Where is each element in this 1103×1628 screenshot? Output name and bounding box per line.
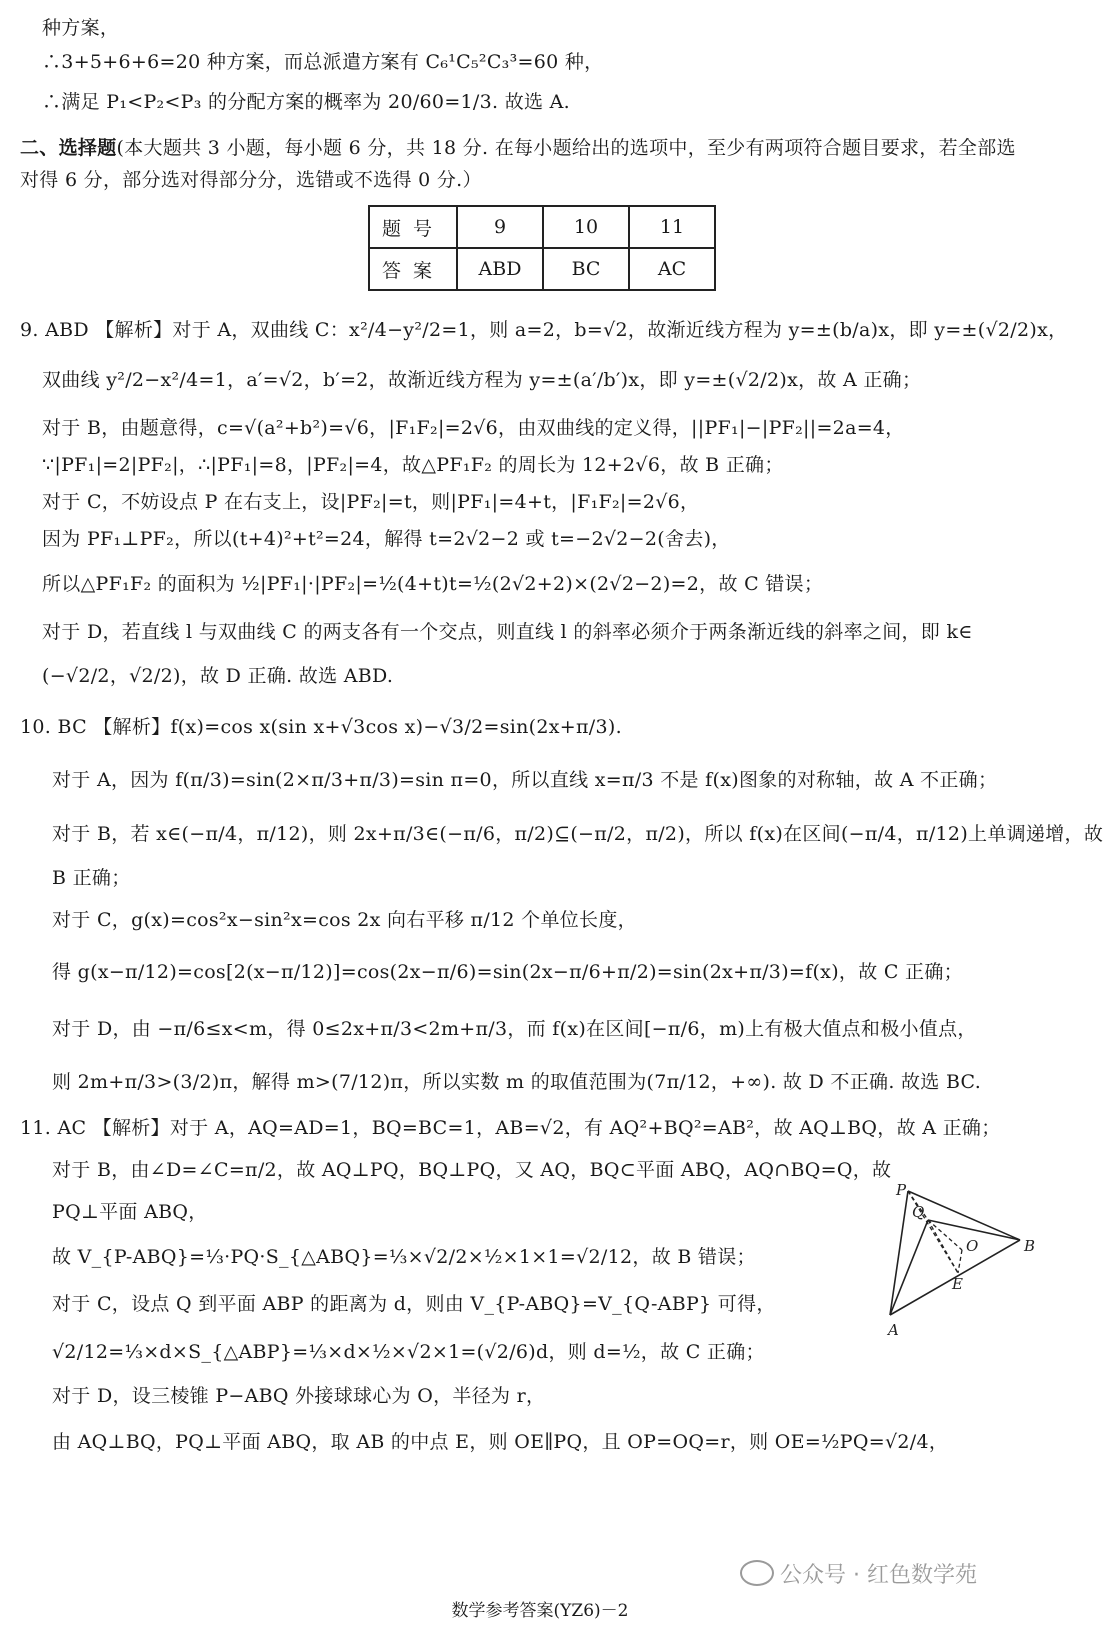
table-row-label: 题号 [369, 206, 457, 248]
text-line: 由 AQ⊥BQ，PQ⊥平面 ABQ，取 AB 的中点 E，则 OE∥PQ，且 OP=OQ=r，则 OE=½PQ=√2/4， [52, 1431, 949, 1453]
text-line: 对于 C，设点 Q 到平面 ABP 的距离为 d，则由 V_{P-ABQ}=V_{Q-ABP} 可得， [52, 1293, 776, 1315]
text-line: B 正确； [52, 867, 131, 889]
text-line: 对得 6 分，部分选对得部分分，选错或不选得 0 分.） [20, 169, 482, 191]
section-heading [20, 136, 1016, 160]
text-line: 对于 B，若 x∈(−π/4，π/12)，则 2x+π/3∈(−π/6，π/2)⊆(−π/2，π/2)，所以 f(x)在区间(−π/4，π/12)上单调递增，故 [52, 823, 1103, 845]
text-line: 11. AC 【解析】对于 A，AQ=AD=1，BQ=BC=1，AB=√2，有 AQ²+BQ²=AB²，故 AQ⊥BQ，故 A 正确； [20, 1117, 1001, 1139]
text-line: 9. ABD 【解析】对于 A，双曲线 C：x²/4−y²/2=1，则 a=2，b=√2，故渐近线方程为 y=±(b/a)x，即 y=±(√2/2)x， [20, 319, 1068, 341]
text-line: 对于 C，g(x)=cos²x−sin²x=cos 2x 向右平移 π/12 个单位长度， [52, 909, 637, 931]
text-line: 10. BC 【解析】f(x)=cos x(sin x+√3cos x)−√3/2=sin(2x+π/3). [20, 716, 622, 738]
point-label-E: E [952, 1275, 963, 1293]
text-line: 则 2m+π/3>(3/2)π，解得 m>(7/12)π，所以实数 m 的取值范围为(7π/12，+∞). 故 D 不正确. 故选 BC. [52, 1071, 982, 1093]
watermark [740, 1558, 977, 1589]
text-line: 故 V_{P-ABQ}=⅓·PQ·S_{△ABQ}=⅓×√2/2×½×1×1=√2/12，故 B 错误； [52, 1246, 756, 1268]
text-line: 得 g(x−π/12)=cos[2(x−π/12)]=cos(2x−π/6)=sin(2x−π/6+π/2)=sin(2x+π/3)=f(x)，故 C 正确； [52, 961, 963, 983]
page-footer: 数学参考答案(YZ6)－2 [451, 1601, 629, 1621]
table-row [369, 206, 715, 248]
table-cell: AC [629, 248, 715, 290]
point-label-Q: Q [912, 1203, 925, 1221]
point-label-P: P [896, 1181, 907, 1199]
table-cell: ABD [457, 248, 543, 290]
text-line: 对于 B，由∠D=∠C=π/2，故 AQ⊥PQ，BQ⊥PQ，又 AQ，BQ⊂平面 ABQ，AQ∩BQ=Q，故 [52, 1159, 892, 1181]
table-cell: 10 [543, 206, 629, 248]
text-line: ∴满足 P₁<P₂<P₃ 的分配方案的概率为 20/60=1/3. 故选 A. [42, 91, 570, 113]
table-cell: 11 [629, 206, 715, 248]
edge-OE [958, 1250, 962, 1273]
text-line: √2/12=⅓×d×S_{△ABP}=⅓×d×½×√2×1=(√2/6)d，则 d=½，故 C 正确； [52, 1341, 765, 1363]
table-cell: BC [543, 248, 629, 290]
edge-QE [928, 1220, 958, 1273]
watermark-text: 公众号 · 红色数学苑 [780, 1563, 977, 1588]
text-line: 对于 D，若直线 l 与双曲线 C 的两支各有一个交点，则直线 l 的斜率必须介于两条渐近线的斜率之间，即 k∈ [42, 621, 973, 643]
point-label-B: B [1024, 1237, 1036, 1255]
text-line: PQ⊥平面 ABQ， [52, 1201, 208, 1223]
text-line: 对于 D，设三棱锥 P−ABQ 外接球球心为 O，半径为 r， [52, 1385, 546, 1407]
text-line: 种方案， [42, 17, 120, 39]
table-row [369, 248, 715, 290]
text-line: 对于 A，因为 f(π/3)=sin(2×π/3+π/3)=sin π=0，所以直线 x=π/3 不是 f(x)图象的对称轴，故 A 不正确； [52, 769, 998, 791]
table-cell: 9 [457, 206, 543, 248]
text-line: 双曲线 y²/2−x²/4=1，a′=√2，b′=2，故渐近线方程为 y=±(a′/b′)x，即 y=±(√2/2)x，故 A 正确； [42, 369, 922, 391]
text-line: 对于 D，由 −π/6≤x<m，得 0≤2x+π/3<2m+π/3，而 f(x)在区间[−π/6，m)上有极大值点和极小值点， [52, 1018, 977, 1040]
pyramid-figure [888, 1181, 1050, 1345]
text-line: 所以△PF₁F₂ 的面积为 ½|PF₁|·|PF₂|=½(4+t)t=½(2√2+2)×(2√2−2)=2，故 C 错误； [42, 573, 824, 595]
edge-PA [890, 1191, 908, 1315]
text-line: 对于 C，不妨设点 P 在右支上，设|PF₂|=t，则|PF₁|=4+t，|F₁F₂|=2√6， [42, 491, 700, 513]
edge-AQ [890, 1220, 928, 1315]
text-line: ∴3+5+6+6=20 种方案，而总派遣方案有 C₆¹C₅²C₃³=60 种， [42, 51, 604, 73]
section-title: 二、选择题 [20, 137, 117, 159]
text-line: ∵|PF₁|=2|PF₂|，∴|PF₁|=8，|PF₂|=4，故△PF₁F₂ 的周长为 12+2√6，故 B 正确； [42, 454, 784, 476]
point-label-O: O [966, 1237, 979, 1255]
table-row-label: 答案 [369, 248, 457, 290]
text-line: 因为 PF₁⊥PF₂，所以(t+4)²+t²=24，解得 t=2√2−2 或 t=−2√2−2(舍去)， [42, 528, 731, 550]
section-description: (本大题共 3 小题，每小题 6 分，共 18 分. 在每小题给出的选项中，至少有两项符合题目要求，若全部选 [116, 137, 1016, 159]
point-label-A: A [888, 1321, 899, 1339]
text-line: 对于 B，由题意得，c=√(a²+b²)=√6，|F₁F₂|=2√6，由双曲线的定义得，||PF₁|−|PF₂||=2a=4， [42, 417, 905, 439]
answer-table [368, 205, 716, 291]
text-line: (−√2/2，√2/2)，故 D 正确. 故选 ABD. [42, 665, 394, 687]
wechat-icon [740, 1560, 774, 1586]
